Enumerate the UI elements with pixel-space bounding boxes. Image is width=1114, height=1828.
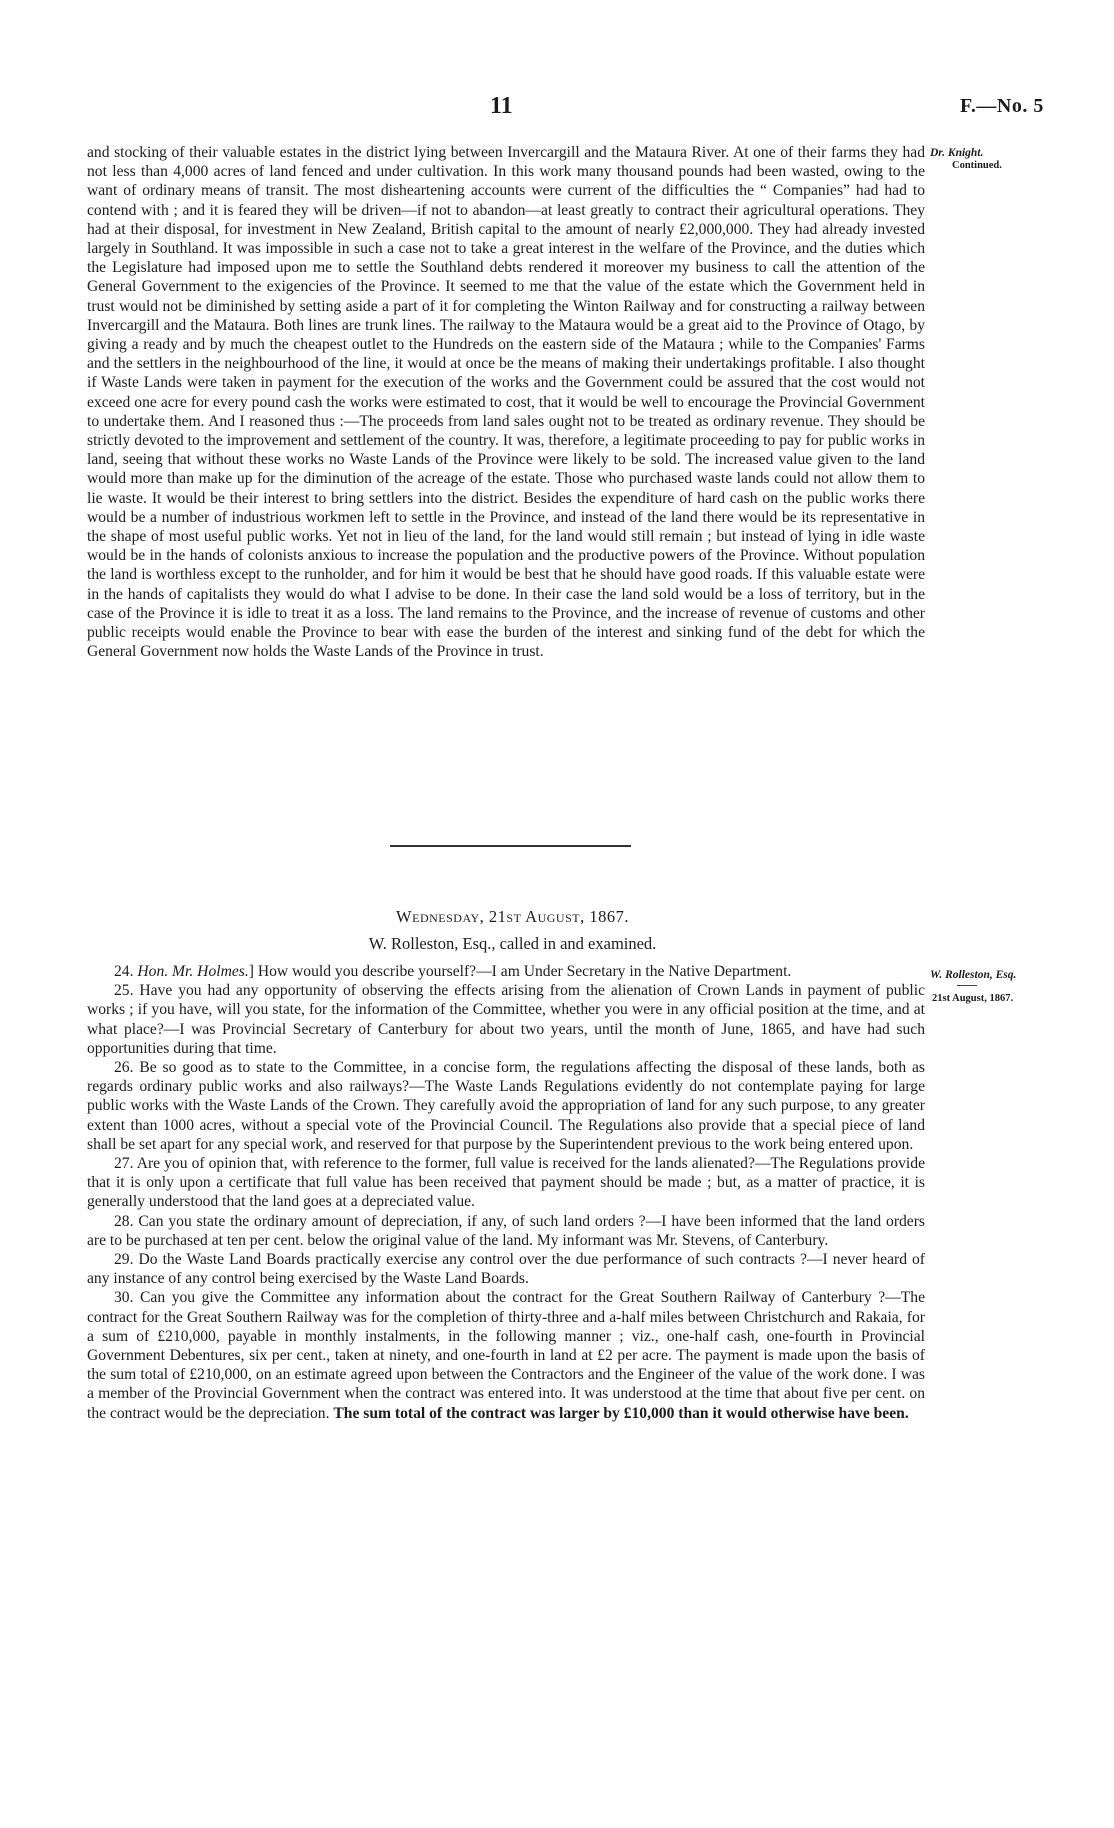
question-answer-text: ] How would you describe yourself?—I am Under Secretary in the Native Department. bbox=[248, 963, 792, 980]
page-number: 11 bbox=[490, 93, 513, 119]
question-24 bbox=[87, 962, 925, 981]
margin-note-date: 21st August, 1867. bbox=[932, 993, 1014, 1004]
questioner-name: Hon. Mr. Holmes. bbox=[137, 963, 249, 980]
question-29: 29. Do the Waste Land Boards practically exercise any control over the due performance of such contracts ?—I never heard of any instance of any control being exercised by the Waste Land Boards. bbox=[87, 1251, 925, 1288]
question-27: 27. Are you of opinion that, with reference to the former, full value is received for the lands alienated?—The Regulations provide that it is only upon a certificate that full value has been received that payment should be made ; but, as a matter of practice, it is generally understood that the land goes at a depreciated value. bbox=[87, 1155, 925, 1211]
margin-note-witness: Dr. Knight. bbox=[930, 147, 984, 159]
closing-sentence: The sum total of the contract was larger by £10,000 than it would otherwise have been. bbox=[333, 1404, 909, 1422]
session-date-heading: Wednesday, 21st August, 1867. bbox=[396, 907, 629, 926]
examination-section bbox=[87, 962, 925, 1423]
testimony-paragraph: and stocking of their valuable estates in the district lying between Invercargill and the Mataura River. At one of their farms they had not less than 4,000 acres of land fenced and under cultivation. In this work many thousand pounds had been wasted, owing to the want of ordinary means of transit. The most disheartening accounts were current of the difficulties the “ Companies” had had to contend with ; and it is feared they will be driven—if not to abandon—at least greatly to contract their agricultural operations. They had at their disposal, for investment in New Zealand, British capital to the amount of nearly £2,000,000. They had already invested largely in Southland. It was impossible in such a case not to take a great interest in the welfare of the Province, and the duties which the Legislature had imposed upon me to settle the Southland debts rendered it moreover my business to call the attention of the General Government to the exigencies of the Province. It seemed to me that the value of the estate which the Government held in trust would not be diminished by setting aside a part of it for completing the Winton Railway and for constructing a railway between Invercargill and the Mataura. Both lines are trunk lines. The railway to the Mataura would be a great aid to the Province of Otago, by giving a ready and by much the cheapest outlet to the Hundreds on the eastern side of the Mataura ; while to the Companies' Farms and the settlers in the neighbourhood of the line, it would at once be the means of making their undertakings profitable. I also thought if Waste Lands were taken in payment for the execution of the works and the Government could be assured that the cost would not exceed one acre for every pound cash the works were estimated to cost, that it would be well to encourage the Provincial Government to undertake them. And I reasoned thus :—The proceeds from land sales ought not to be treated as ordinary revenue. They should be strictly devoted to the improvement and settlement of the country. It was, therefore, a legitimate proceeding to pay for public works in land, seeing that without these works no Waste Lands of the Province were likely to be sold. The increased value given to the land would more than make up for the diminution of the acreage of the estate. Those who purchased waste lands could not allow them to lie waste. It would be their interest to bring settlers into the district. Besides the expenditure of hard cash on the public works there would be a number of industrious workmen left to settle in the Province, and instead of the land there would be its representative in the shape of most useful public works. Yet not in lieu of the land, for the land would still remain ; but instead of lying in idle waste would be in the hands of colonists anxious to increase the population and the productive powers of the Province. Without population the land is worthless except to the runholder, and for him it would be best that he should have good roads. If this valuable estate were in the hands of capitalists they would do what I advise to be done. In their case the land sold would be a loss of territory, but in the case of the Province it is idle to treat it as a loss. The land remains to the Province, and the increase of revenue of customs and other public receipts would enable the Province to bear with ease the burden of the interest and sinking fund of the debt for which the General Government now holds the Waste Lands of the Province in trust. bbox=[87, 144, 925, 661]
series-reference: F.—No. 5 bbox=[960, 95, 1044, 117]
section-divider bbox=[390, 845, 631, 847]
question-28: 28. Can you state the ordinary amount of depreciation, if any, of such land orders ?—I have been informed that the land orders are to be purchased at ten per cent. below the original value of the land. My informant was Mr. Stevens, of Canterbury. bbox=[87, 1212, 925, 1249]
question-30 bbox=[87, 1288, 925, 1422]
question-26: 26. Be so good as to state to the Committee, in a concise form, the regulations affecting the disposal of these lands, both as regards ordinary public works and also railways?—The Waste Lands Regulations evidently do not contemplate paying for large public works with the Waste Lands of the Crown. They carefully avoid the appropriation of land for any such purpose, to any greater extent than 1000 acres, without a special vote of the Provincial Council. The Regulations also provide that a special piece of land shall be set apart for any special work, and reserved for that purpose by the Superintendent previous to the work being entered upon. bbox=[87, 1059, 925, 1153]
question-number: 24. bbox=[114, 963, 134, 980]
question-answer-text: 30. Can you give the Committee any information about the contract for the Great Southern Railway of Canterbury ?—The contract for the Great Southern Railway was for the completion of thirty-three and a-half miles between Christchurch and Rakaia, for a sum of £210,000, payable in monthly instalments, in the following manner ; viz., one-half cash, one-fourth in Provincial Government Debentures, six per cent., taken at ninety, and one-fourth in land at £2 per acre. The payment is made upon the basis of the sum total of £210,000, on an estimate agreed upon between the Contractors and the Engineer of the value of the work done. I was a member of the Provincial Government when the contract was entered into. It was understood at the time that about five per cent. on the contract would be the depreciation. bbox=[87, 1289, 925, 1422]
margin-note-continued: Continued. bbox=[952, 160, 1002, 171]
question-25: 25. Have you had any opportunity of observing the effects arising from the alienation of Crown Lands in payment of public works ; if you have, will you state, for the information of the Committee, whether you were in any official position at the time, and at what place?—I was Provincial Secretary of Canterbury for about two years, until the month of June, 1865, and have had such opportunities during that time. bbox=[87, 982, 925, 1057]
witness-called-line: W. Rolleston, Esq., called in and examined. bbox=[368, 934, 657, 953]
margin-divider bbox=[957, 985, 977, 986]
margin-note-witness-rolleston: W. Rolleston, Esq. bbox=[930, 969, 1017, 981]
